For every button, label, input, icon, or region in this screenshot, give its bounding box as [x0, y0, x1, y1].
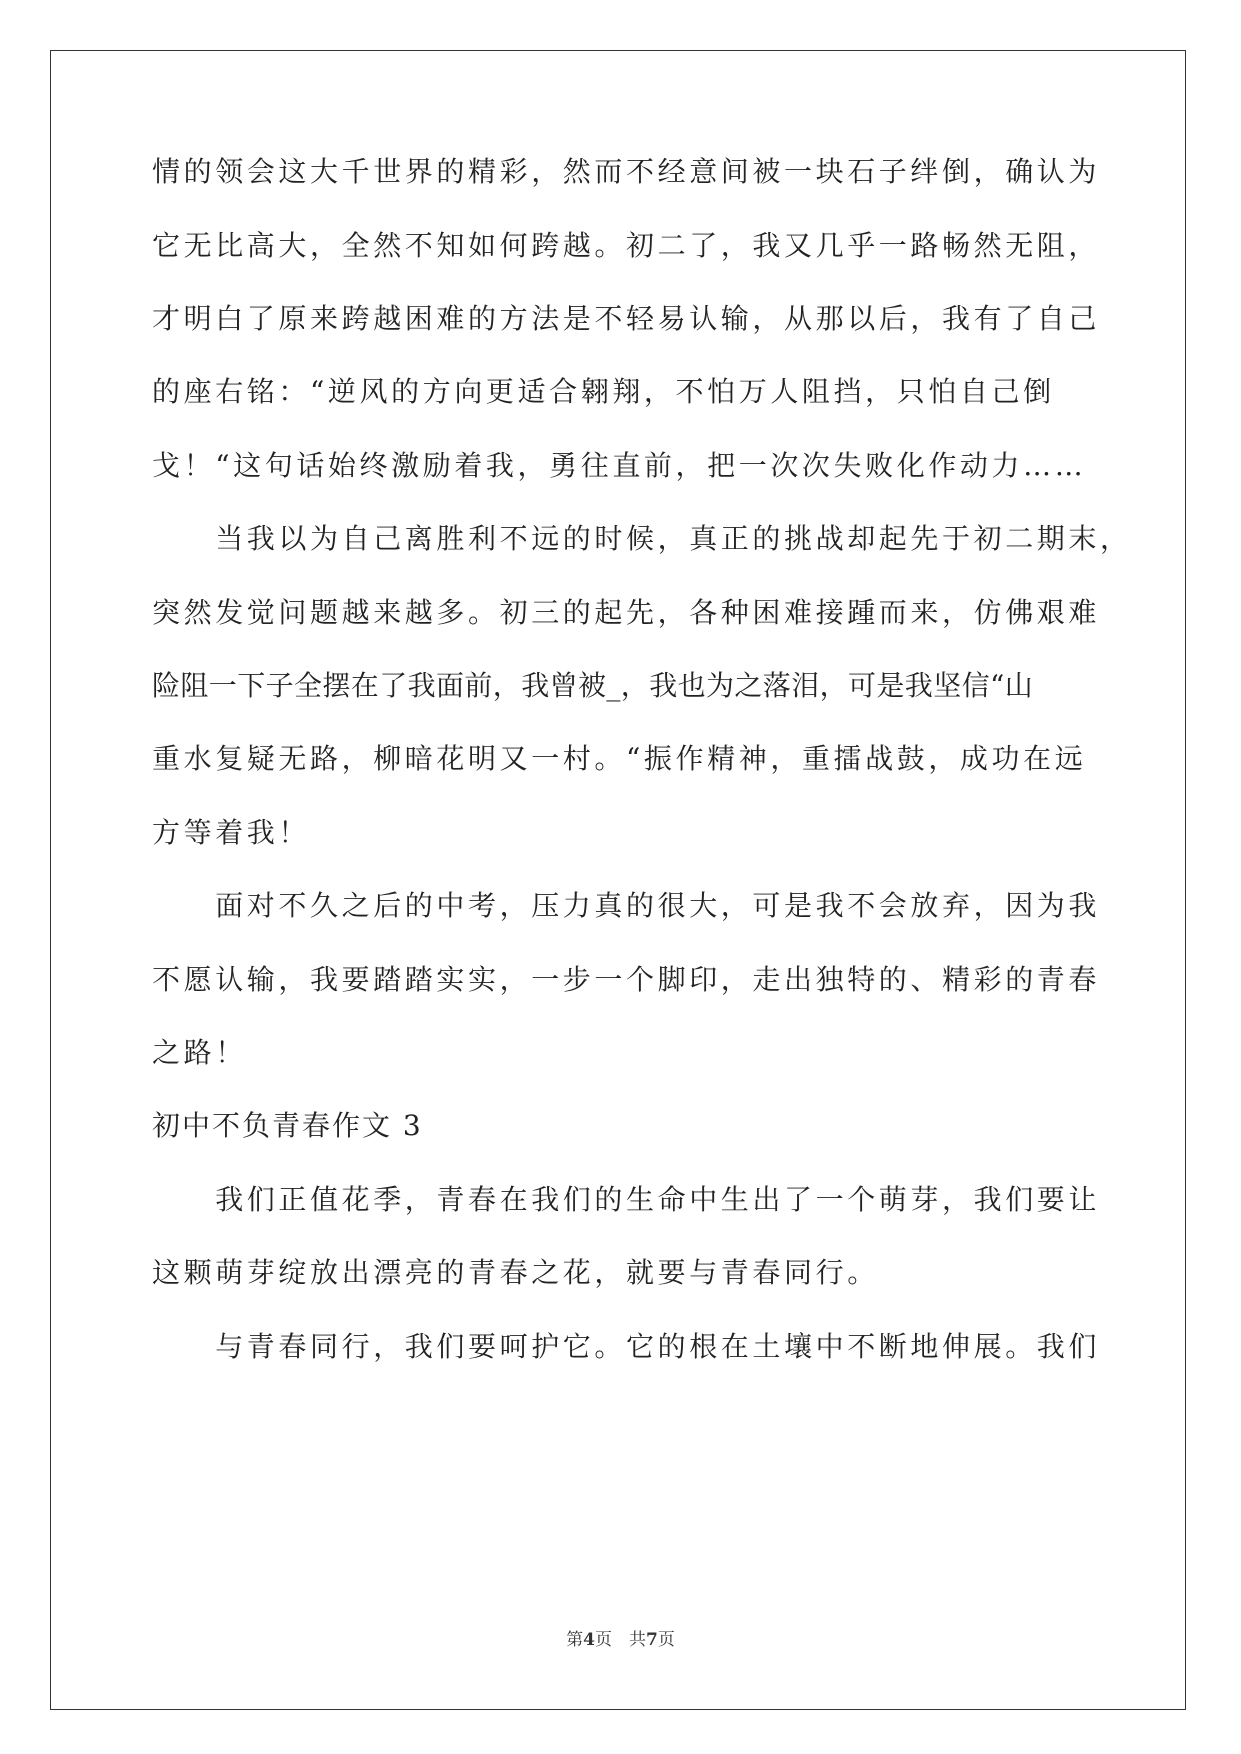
body-line-12: 不愿认输，我要踏踏实实，一步一个脚印，走出独特的、精彩的青春: [152, 963, 1101, 996]
body-line-7: 突然发觉问题越来越多。初三的起先，各种困难接踵而来，仿佛艰难: [152, 596, 1101, 629]
body-line-10: 方等着我！: [152, 816, 311, 849]
body-line-1: 情的领会这大千世界的精彩，然而不经意间被一块石子绊倒，确认为: [152, 155, 1101, 188]
body-line-6: 当我以为自己离胜利不远的时候，真正的挑战却起先于初二期末，: [152, 522, 1132, 555]
footer-middle: 页 共: [595, 1630, 646, 1650]
footer-prefix: 第: [566, 1630, 584, 1650]
body-line-5: 戈！“这句话始终激励着我，勇往直前，把一次次失败化作动力……: [152, 449, 1087, 482]
current-page-number: 4: [583, 1630, 595, 1650]
section-heading: 初中不负青春作文 3: [152, 1109, 423, 1142]
body-line-16: 与青春同行，我们要呵护它。它的根在土壤中不断地伸展。我们: [152, 1330, 1101, 1363]
body-line-15: 这颗萌芽绽放出漂亮的青春之花，就要与青春同行。: [152, 1256, 879, 1289]
footer-suffix: 页: [657, 1630, 675, 1650]
page-footer: [0, 1625, 1241, 1650]
body-line-11: 面对不久之后的中考，压力真的很大，可是我不会放弃，因为我: [152, 889, 1101, 922]
body-line-14: 我们正值花季，青春在我们的生命中生出了一个萌芽，我们要让: [152, 1183, 1101, 1216]
body-line-9: 重水复疑无路，柳暗花明又一村。“振作精神，重擂战鼓，成功在远: [152, 742, 1087, 775]
body-line-2: 它无比高大，全然不知如何跨越。初二了，我又几乎一路畅然无阻，: [152, 229, 1101, 262]
body-line-13: 之路！: [152, 1036, 247, 1069]
total-page-number: 7: [646, 1630, 658, 1650]
body-line-4: 的座右铭：“逆风的方向更适合翱翔，不怕万人阻挡，只怕自己倒: [152, 375, 1055, 408]
body-line-3: 才明白了原来跨越困难的方法是不轻易认输，从那以后，我有了自己: [152, 302, 1101, 335]
body-line-8: 险阻一下子全摆在了我面前，我曾被_，我也为之落泪，可是我坚信“山: [152, 669, 1034, 702]
